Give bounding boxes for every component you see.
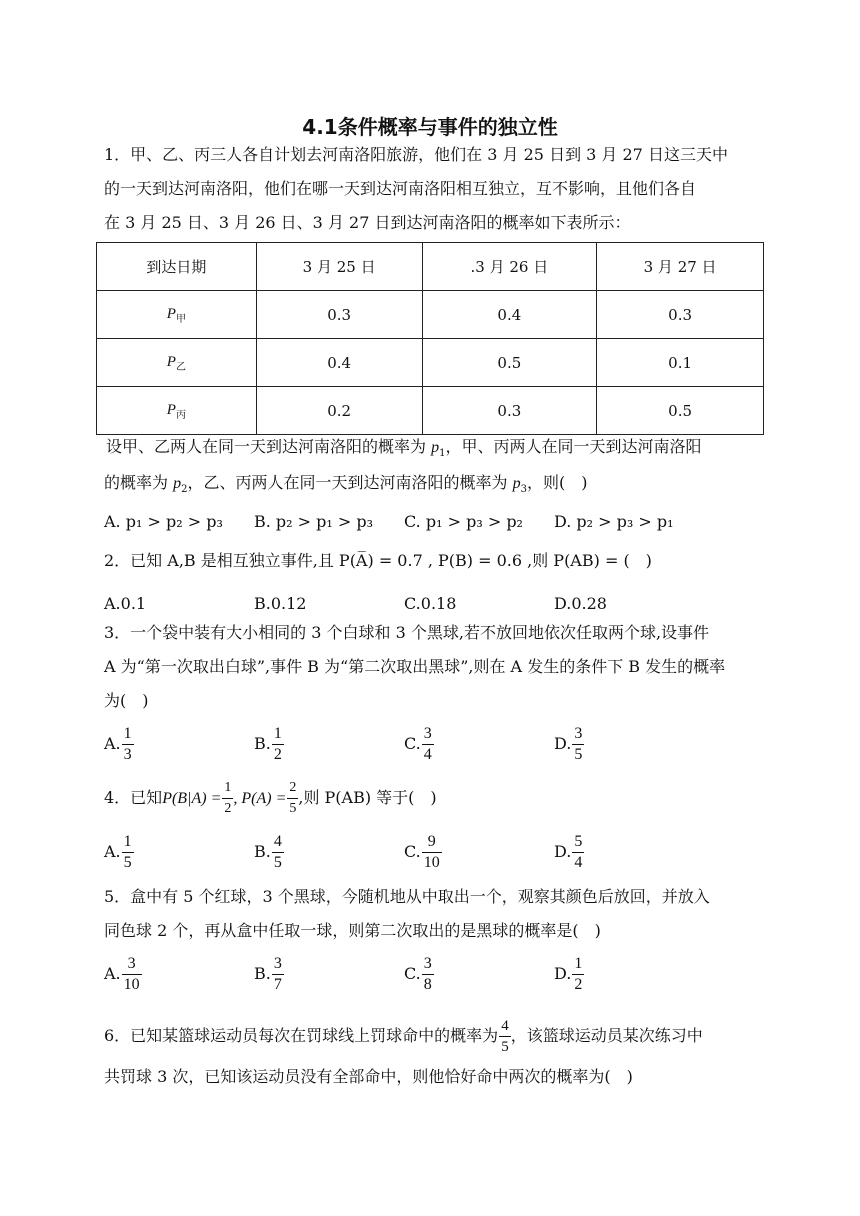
q3-line1: 3．一个袋中装有大小相同的 3 个白球和 3 个黑球,若不放回地依次任取两个球,设事件 [104,623,710,642]
option-d: D. p₂ > p₃ > p₁ [554,512,674,531]
table-header: 到达日期 [97,243,257,291]
q5-line2: 同色球 2 个，再从盒中任取一球，则第二次取出的是黑球的概率是( ) [104,921,601,940]
option-c: C. $\frac{3}{4}$ [404,725,432,763]
q1-after-line1: 设甲、乙两人在同一天到达河南洛阳的概率为 $p_1$，甲、丙两人在同一天到达河南洛阳 [106,437,702,460]
table-cell: 0.3 [256,291,422,339]
option-d: D. $\frac{1}{2}$ [554,955,583,993]
option-a: A. $\frac{1}{5}$ [104,833,132,871]
table-header: 3 月 25 日 [256,243,422,291]
table-cell: 0.4 [422,291,597,339]
option-c: C. $\frac{3}{8}$ [404,955,432,993]
table-cell: 0.5 [597,387,764,435]
option-c: C. $\frac{9}{10}$ [404,833,440,871]
option-c: C. p₁ > p₃ > p₂ [404,512,523,531]
option-a: A. $\frac{1}{3}$ [104,725,132,763]
option-c: C.0.18 [404,594,457,613]
q3-line3: 为( ) [104,691,149,710]
option-a: A. p₁ > p₂ > p₃ [104,512,223,531]
table-row [97,387,764,435]
arrival-probability-table [96,242,764,435]
q2-stem: 2．已知 A,B 是相互独立事件,且 P(A̅) = 0.7 , P(B) = 0.6 ,则 P(AB) = ( ) [104,551,652,570]
option-d: D. $\frac{3}{5}$ [554,725,583,763]
q1-line2: 的一天到达河南洛阳，他们在哪一天到达河南洛阳相互独立，互不影响，且他们各自 [104,179,697,198]
table-header-row [97,243,764,291]
q4-stem: 4．已知P(B|A) = $\frac{1}{2}$ , P(A) = $\frac{2}{5}$ ,则 P(AB) 等于( ) [104,780,437,816]
table-cell: 0.4 [256,339,422,387]
table-cell: 0.3 [597,291,764,339]
option-b: B. p₂ > p₁ > p₃ [254,512,374,531]
option-a: A. $\frac{3}{10}$ [104,955,140,993]
option-d: D.0.28 [554,594,607,613]
table-header: 3 月 27 日 [597,243,764,291]
row-label: $P_乙$ [97,339,257,387]
option-b: B. $\frac{4}{5}$ [254,833,282,871]
q5-line1: 5．盒中有 5 个红球，3 个黑球，今随机地从中取出一个，观察其颜色后放回，并放入 [104,887,710,906]
q6-line2: 共罚球 3 次，已知该运动员没有全部命中，则他恰好命中两次的概率为( ) [104,1067,633,1086]
table-header: .3 月 26 日 [422,243,597,291]
q1-line1: 1．甲、乙、丙三人各自计划去河南洛阳旅游，他们在 3 月 25 日到 3 月 27 日这三天中 [104,145,728,164]
table-cell: 0.3 [422,387,597,435]
table-cell: 0.5 [422,339,597,387]
q1-after-line2: 的概率为 $p_2$，乙、丙两人在同一天到达河南洛阳的概率为 $p_3$，则( ) [104,473,588,496]
q6-line1: 6．已知某篮球运动员每次在罚球线上罚球命中的概率为 $\frac{4}{5}$ ，该篮球运动员某次练习中 [104,1018,703,1055]
option-b: B. $\frac{1}{2}$ [254,725,282,763]
table-cell: 0.1 [597,339,764,387]
row-label: $P_甲$ [97,291,257,339]
q3-line2: A 为“第一次取出白球”,事件 B 为“第二次取出黑球”,则在 A 发生的条件下 B 发生的概率 [104,657,726,676]
option-a: A.0.1 [104,594,147,613]
row-label: $P_丙$ [97,387,257,435]
option-b: B.0.12 [254,594,307,613]
page-title: 4.1条件概率与事件的独立性 [302,115,558,139]
q1-line3: 在 3 月 25 日、3 月 26 日、3 月 27 日到达河南洛阳的概率如下表所示： [104,213,631,232]
table-row [97,339,764,387]
table-row [97,291,764,339]
option-b: B. $\frac{3}{7}$ [254,955,282,993]
table-cell: 0.2 [256,387,422,435]
option-d: D. $\frac{5}{4}$ [554,833,583,871]
